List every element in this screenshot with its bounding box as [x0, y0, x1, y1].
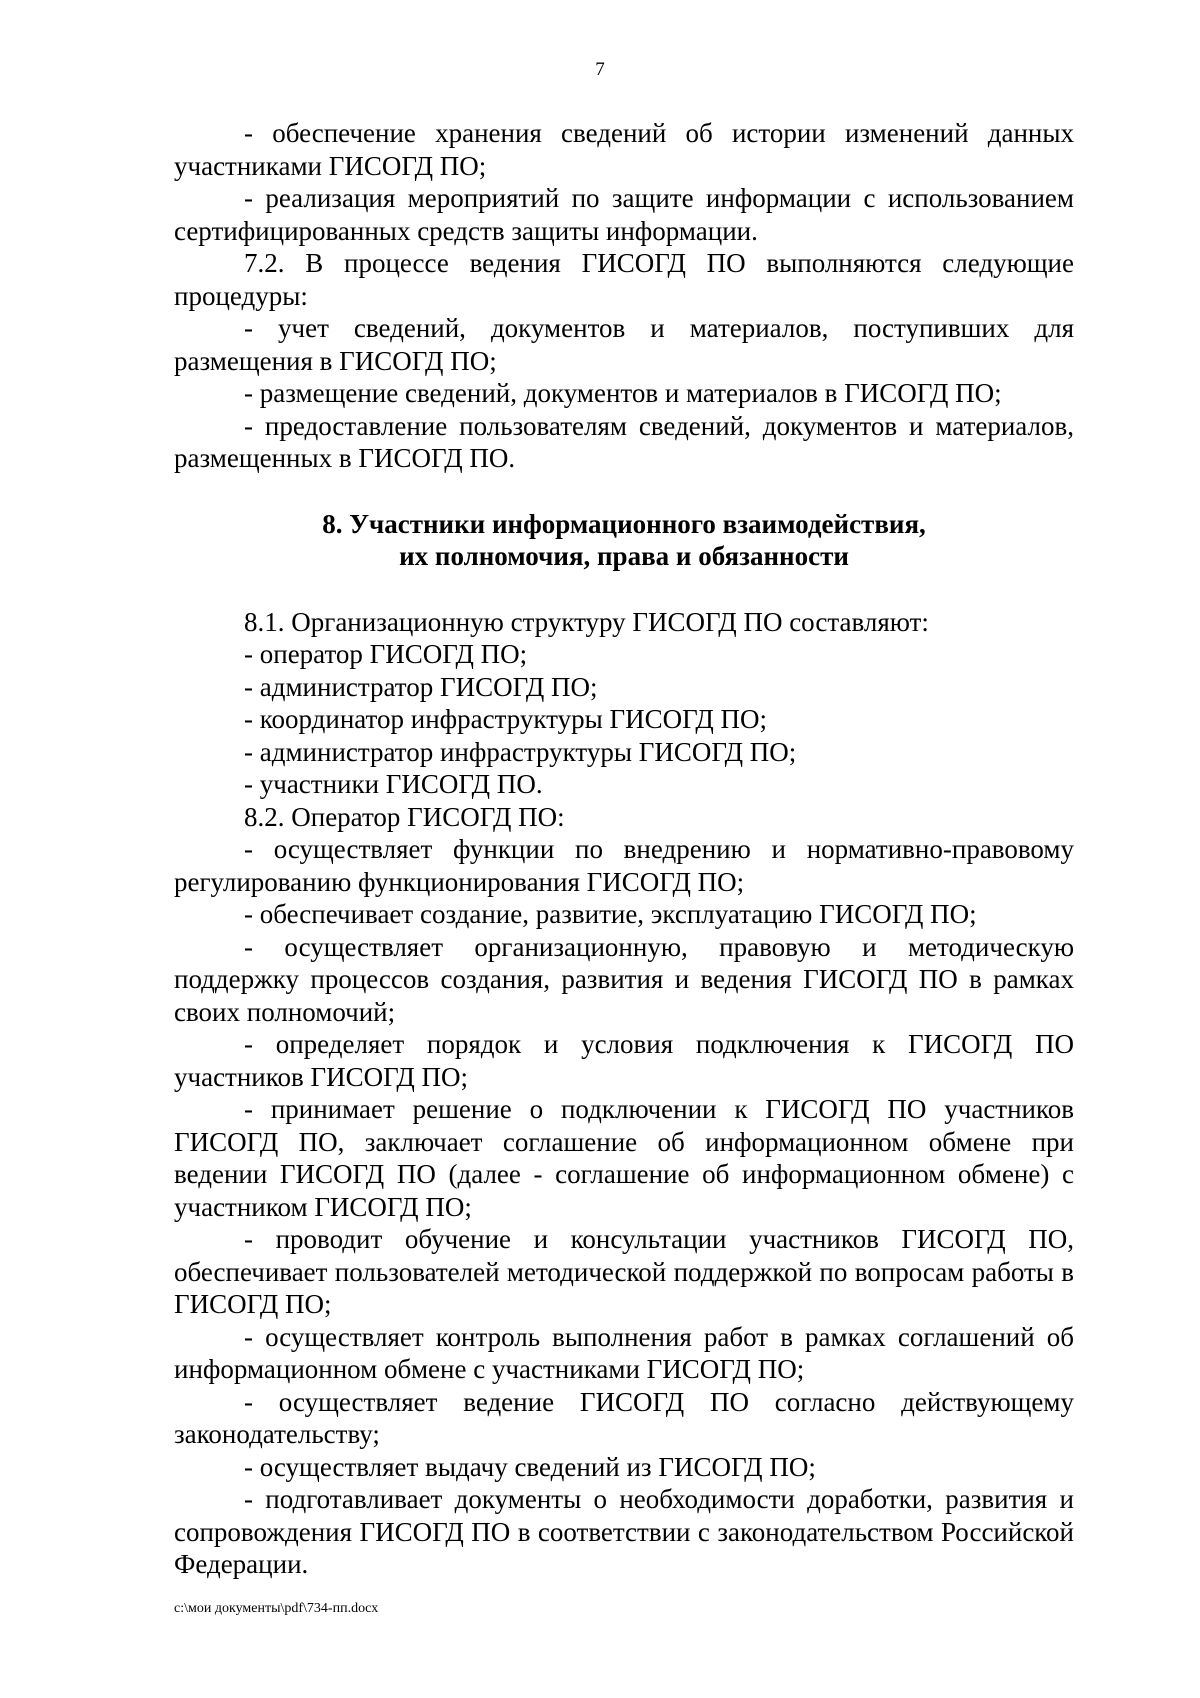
- list-item: - осуществляет контроль выполнения работ в рамках соглашений об информационном обмене с участниками ГИСОГД ПО;: [174, 1321, 1074, 1384]
- section-heading-line-1: 8. Участники информационного взаимодействия,: [322, 508, 926, 539]
- list-item: - принимает решение о подключении к ГИСОГД ПО участников ГИСОГД ПО, заключает соглашение об информационном обмене при ведении ГИСОГД ПО (далее - соглашение об информационном обмене) с участником ГИСОГД ПО;: [174, 1094, 1074, 1222]
- list-item: - обеспечивает создание, развитие, эксплуатацию ГИСОГД ПО;: [244, 899, 977, 929]
- document-body: [174, 117, 1074, 1581]
- list-item: - определяет порядок и условия подключения к ГИСОГД ПО участников ГИСОГД ПО;: [174, 1029, 1074, 1092]
- spacer: [174, 475, 1074, 508]
- paragraph: - размещение сведений, документов и материалов в ГИСОГД ПО;: [244, 378, 1002, 408]
- paragraph: - учет сведений, документов и материалов, поступивших для размещения в ГИСОГД ПО;: [174, 313, 1074, 376]
- list-item: - оператор ГИСОГД ПО;: [244, 639, 528, 669]
- list-item: - координатор инфраструктуры ГИСОГД ПО;: [244, 704, 767, 734]
- list-item: - осуществляет организационную, правовую и методическую поддержку процессов создания, развития и ведения ГИСОГД ПО в рамках своих полномочий;: [174, 931, 1074, 1027]
- spacer: [174, 573, 1074, 606]
- list-item: - проводит обучение и консультации участников ГИСОГД ПО, обеспечивает пользователей методической поддержкой по вопросам работы в ГИСОГД ПО;: [174, 1224, 1074, 1319]
- paragraph: - обеспечение хранения сведений об истории изменений данных участниками ГИСОГД ПО;: [174, 118, 1074, 181]
- list-item: - осуществляет функции по внедрению и нормативно-правовому регулированию функционирования ГИСОГД ПО;: [174, 834, 1074, 897]
- list-item: - подготавливает документы о необходимости доработки, развития и сопровождения ГИСОГД ПО в соответствии с законодательством Российской Федерации.: [174, 1484, 1074, 1579]
- list-item: - администратор ГИСОГД ПО;: [244, 671, 598, 702]
- footer-file-path: c:\мои документы\pdf\734-пп.docx: [174, 1601, 379, 1616]
- page-number: 7: [595, 59, 605, 80]
- list-item: - осуществляет ведение ГИСОГД ПО согласно действующему законодательству;: [174, 1386, 1074, 1449]
- list-item: - осуществляет выдачу сведений из ГИСОГД ПО;: [244, 1451, 816, 1482]
- paragraph: 8.2. Оператор ГИСОГД ПО:: [244, 801, 565, 832]
- section-heading-line-2: их полномочия, права и обязанности: [399, 541, 849, 571]
- paragraph: - предоставление пользователям сведений, документов и материалов, размещенных в ГИСОГД ПО.: [174, 410, 1074, 473]
- list-item: - участники ГИСОГД ПО.: [244, 769, 543, 799]
- paragraph: 8.1. Организационную структуру ГИСОГД ПО составляют:: [244, 606, 929, 637]
- paragraph: - реализация мероприятий по защите информации с использованием сертифицированных средств защиты информации.: [174, 183, 1074, 246]
- paragraph: 7.2. В процессе ведения ГИСОГД ПО выполняются следующие процедуры:: [174, 248, 1074, 311]
- list-item: - администратор инфраструктуры ГИСОГД ПО;: [244, 736, 797, 767]
